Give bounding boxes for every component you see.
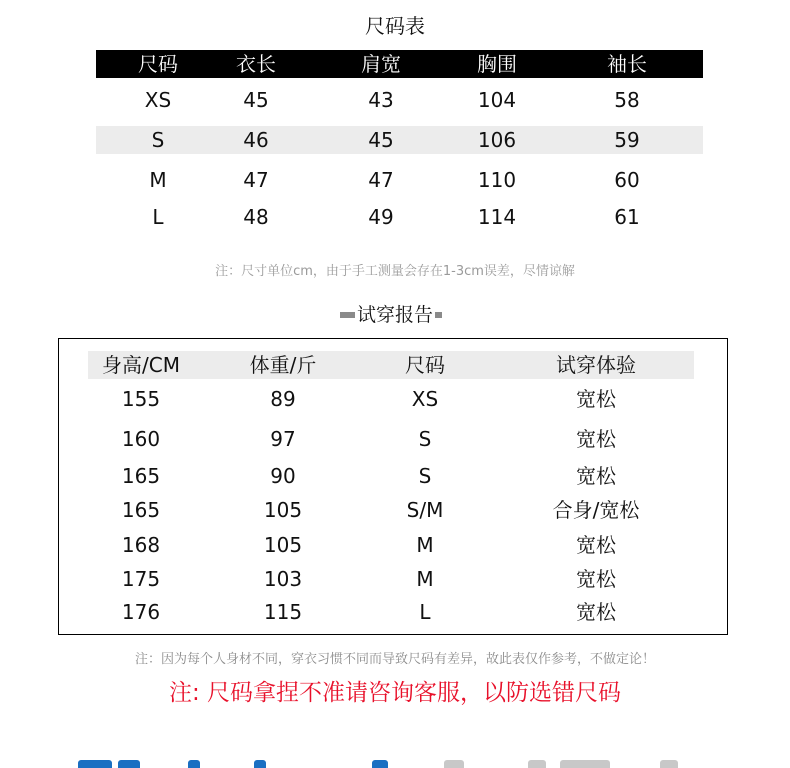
size-table-cell: 45 bbox=[243, 88, 269, 112]
size-table-cell: M bbox=[149, 168, 167, 192]
report-table-cell: 89 bbox=[270, 387, 296, 411]
strip-fragment bbox=[560, 760, 610, 768]
report-table-cell: XS bbox=[411, 387, 439, 411]
size-table-cell: 47 bbox=[243, 168, 269, 192]
strip-fragment bbox=[372, 760, 388, 768]
report-table-cell: S bbox=[418, 427, 432, 451]
report-table-cell: 155 bbox=[121, 387, 161, 411]
size-header-cell: 衣长 bbox=[236, 52, 276, 76]
report-table-cell: 宽松 bbox=[576, 567, 616, 591]
size-table-cell: 58 bbox=[614, 88, 640, 112]
size-table-cell: 114 bbox=[477, 205, 517, 229]
report-table-cell: 160 bbox=[121, 427, 161, 451]
report-table-cell: S/M bbox=[406, 498, 444, 522]
size-header-cell: 尺码 bbox=[138, 52, 178, 76]
size-warning: 注: 尺码拿捏不准请咨询客服，以防选错尺码 bbox=[168, 680, 622, 706]
size-header-cell: 袖长 bbox=[607, 52, 647, 76]
report-table-cell: 165 bbox=[121, 498, 161, 522]
size-header-cell: 肩宽 bbox=[361, 52, 401, 76]
size-table-cell: 106 bbox=[477, 128, 517, 152]
size-table-cell: XS bbox=[144, 88, 172, 112]
report-table-cell: 175 bbox=[121, 567, 161, 591]
report-table-cell: 165 bbox=[121, 464, 161, 488]
report-table-cell: 宽松 bbox=[576, 600, 616, 624]
report-table-cell: 90 bbox=[270, 464, 296, 488]
size-table-cell: S bbox=[151, 128, 165, 152]
report-table-cell: M bbox=[416, 533, 434, 557]
strip-fragment bbox=[118, 760, 140, 768]
report-title-text: 试穿报告 bbox=[356, 304, 433, 326]
size-table-cell: L bbox=[152, 205, 164, 229]
report-table-cell: 宽松 bbox=[576, 533, 616, 557]
report-header-cell: 身高/CM bbox=[102, 353, 180, 377]
size-table-cell: 43 bbox=[368, 88, 394, 112]
report-table-cell: S bbox=[418, 464, 432, 488]
size-table-cell: 59 bbox=[614, 128, 640, 152]
strip-fragment bbox=[528, 760, 546, 768]
size-table-cell: 45 bbox=[368, 128, 394, 152]
strip-fragment bbox=[188, 760, 200, 768]
size-table-cell: 48 bbox=[243, 205, 269, 229]
report-table-cell: M bbox=[416, 567, 434, 591]
report-header-cell: 尺码 bbox=[405, 353, 445, 377]
strip-fragment bbox=[78, 760, 112, 768]
report-table-cell: 103 bbox=[263, 567, 303, 591]
report-table-cell: 115 bbox=[263, 600, 303, 624]
size-table-cell: 49 bbox=[368, 205, 394, 229]
report-table-cell: 宽松 bbox=[576, 464, 616, 488]
report-table-cell: 97 bbox=[270, 427, 296, 451]
report-table-cell: L bbox=[419, 600, 431, 624]
report-table-cell: 168 bbox=[121, 533, 161, 557]
size-table-cell: 47 bbox=[368, 168, 394, 192]
next-section-strip bbox=[0, 760, 790, 768]
strip-fragment bbox=[254, 760, 266, 768]
size-table-cell: 110 bbox=[477, 168, 517, 192]
report-table-cell: 176 bbox=[121, 600, 161, 624]
strip-fragment bbox=[660, 760, 678, 768]
size-table-cell: 104 bbox=[477, 88, 517, 112]
report-table-cell: 宽松 bbox=[576, 427, 616, 451]
size-header-cell: 胸围 bbox=[477, 52, 517, 76]
report-header-cell: 体重/斤 bbox=[249, 353, 317, 377]
size-chart-title: 尺码表 bbox=[365, 14, 425, 38]
report-table-cell: 宽松 bbox=[576, 387, 616, 411]
size-chart-note: 注：尺寸单位cm，由于手工测量会存在1-3cm误差，尽情谅解 bbox=[215, 264, 575, 279]
report-table-cell: 合身/宽松 bbox=[552, 498, 640, 522]
size-table-cell: 61 bbox=[614, 205, 640, 229]
size-table-cell: 46 bbox=[243, 128, 269, 152]
report-note: 注：因为每个人身材不同，穿衣习惯不同而导致尺码有差异，故此表仅作参考，不做定论！ bbox=[134, 652, 655, 667]
size-table-cell: 60 bbox=[614, 168, 640, 192]
report-table-cell: 105 bbox=[263, 533, 303, 557]
report-title bbox=[0, 301, 790, 329]
report-header-cell: 试穿体验 bbox=[556, 353, 636, 377]
report-table-cell: 105 bbox=[263, 498, 303, 522]
strip-fragment bbox=[444, 760, 464, 768]
